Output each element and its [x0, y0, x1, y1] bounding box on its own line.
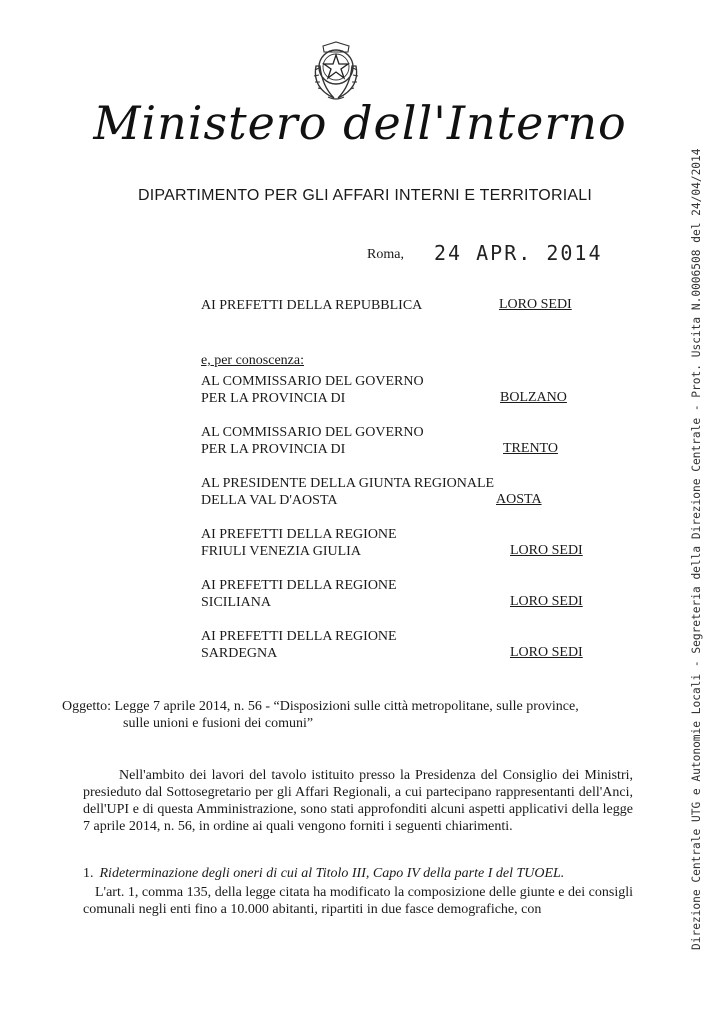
- cc-recipient-sede: BOLZANO: [500, 390, 567, 405]
- section-text: L'art. 1, comma 135, della legge citata ha modificato la composizione delle giunte e dei consigli comunali negli enti fino a 10.000 abitanti, ripartiti in due fasce demografiche, con: [83, 885, 633, 917]
- cc-recipient: [201, 424, 424, 458]
- cc-recipient-line1: AI PREFETTI DELLA REGIONE: [201, 629, 397, 644]
- cc-label: e, per conoscenza:: [201, 353, 304, 368]
- primary-recipient-sede: LORO SEDI: [499, 297, 572, 312]
- cc-recipient-sede: LORO SEDI: [510, 594, 583, 609]
- cc-recipient-line1: AL PRESIDENTE DELLA GIUNTA REGIONALE: [201, 476, 495, 491]
- section-heading: [83, 866, 564, 882]
- subject-block: [62, 698, 672, 732]
- date-stamp: 24 APR. 2014: [434, 241, 603, 265]
- cc-recipient-line2: SARDEGNA: [201, 646, 278, 661]
- italian-republic-emblem-icon: [308, 40, 364, 102]
- primary-recipient: AI PREFETTI DELLA REPUBBLICA: [201, 298, 423, 313]
- cc-recipient-sede: LORO SEDI: [510, 543, 583, 558]
- cc-recipient: [201, 475, 494, 509]
- section-number: 1.: [83, 866, 94, 881]
- department-heading: DIPARTIMENTO PER GLI AFFARI INTERNI E TERRITORIALI: [138, 187, 592, 204]
- body-paragraph: Nell'ambito dei lavori del tavolo istituito presso la Presidenza del Consiglio dei Ministri, presieduto dal Sottosegretario per gli Affari Regionali, a cui partecipano rappresentanti dell'Anci, dell'UPI e di questa Amministrazione, sono stati approfonditi alcuni aspetti applicativi della legge 7 aprile 2014, n. 56, in ordine ai quali vengono forniti i seguenti chiarimenti.: [83, 768, 633, 834]
- ministry-title: Ministero dell'Interno: [93, 96, 627, 150]
- cc-recipient-line1: AI PREFETTI DELLA REGIONE: [201, 578, 397, 593]
- cc-recipient-line2: PER LA PROVINCIA DI: [201, 391, 346, 406]
- protocol-side-stamp: Direzione Centrale UTG e Autonomie Locali - Segreteria della Direzione Centrale - Prot. Uscita N.0006508 del 24/04/2014: [690, 148, 703, 950]
- cc-recipient: [201, 628, 397, 662]
- section-title: Rideterminazione degli oneri di cui al Titolo III, Capo IV della parte I del TUOEL.: [99, 866, 565, 881]
- cc-recipient-line1: AI PREFETTI DELLA REGIONE: [201, 527, 397, 542]
- dateline-place: Roma,: [367, 247, 404, 262]
- cc-recipient-sede: LORO SEDI: [510, 645, 583, 660]
- cc-recipient-sede: TRENTO: [503, 441, 558, 456]
- cc-recipient-line1: AL COMMISSARIO DEL GOVERNO: [201, 425, 424, 440]
- cc-recipient-line2: SICILIANA: [201, 595, 271, 610]
- cc-recipient: [201, 373, 424, 407]
- cc-recipient-line2: PER LA PROVINCIA DI: [201, 442, 346, 457]
- cc-recipient-line2: FRIULI VENEZIA GIULIA: [201, 544, 361, 559]
- subject-line-continuation: sulle unioni e fusioni dei comuni”: [123, 716, 314, 731]
- cc-recipient: [201, 577, 397, 611]
- cc-recipient-sede: AOSTA: [496, 492, 542, 507]
- cc-recipient-line2: DELLA VAL D'AOSTA: [201, 493, 338, 508]
- cc-recipient-line1: AL COMMISSARIO DEL GOVERNO: [201, 374, 424, 389]
- cc-recipient: [201, 526, 397, 560]
- subject-line: Oggetto: Legge 7 aprile 2014, n. 56 - “Disposizioni sulle città metropolitane, sulle province,: [62, 699, 579, 714]
